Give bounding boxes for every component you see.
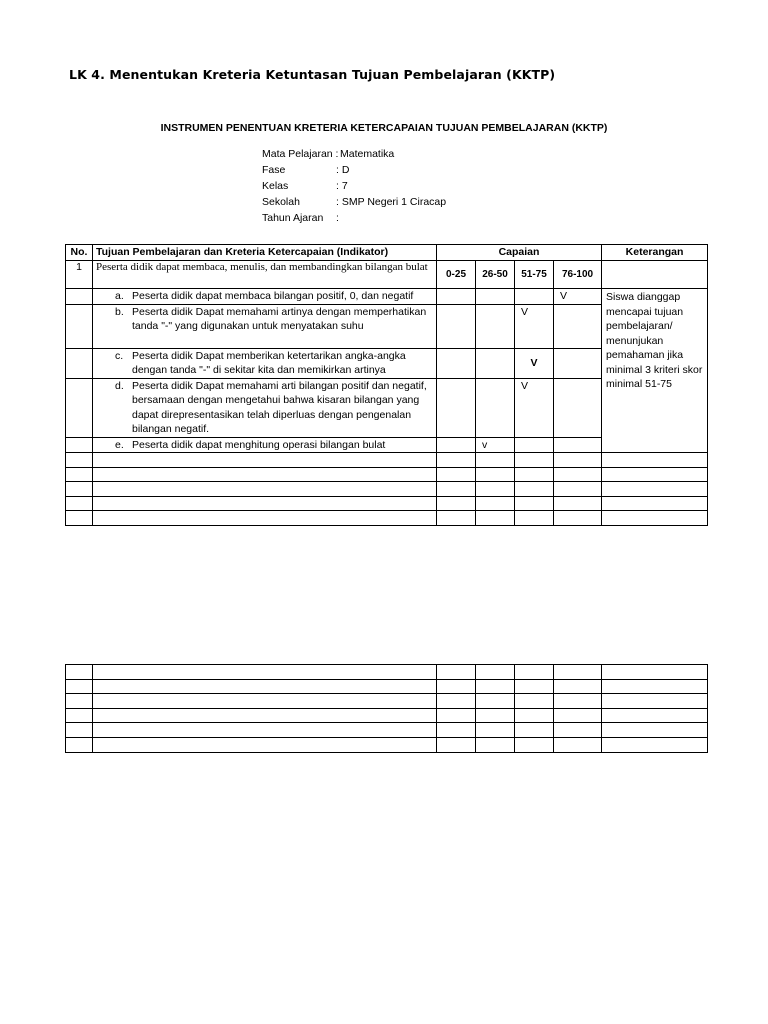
indicator-row xyxy=(66,289,708,305)
no-cell xyxy=(66,437,93,453)
meta-label: Mata Pelajaran : xyxy=(262,148,339,160)
tujuan-text: Peserta didik dapat membaca, menulis, dan membandingkan bilangan bulat xyxy=(93,261,437,289)
empty-row xyxy=(66,482,708,497)
indicator-text: Peserta didik Dapat memahami artinya dengan memperhatikan tanda "-" yang digunakan untuk menyatakan suhu xyxy=(132,305,427,332)
table-row xyxy=(66,261,708,289)
header-capaian: Capaian xyxy=(437,245,602,261)
no-cell xyxy=(66,289,93,305)
meta-value: : SMP Negeri 1 Ciracap xyxy=(336,196,447,208)
check-mark: V xyxy=(515,378,554,437)
capaian-range: 76-100 xyxy=(554,261,602,289)
header-tujuan: Tujuan Pembelajaran dan Kreteria Ketercapaian (Indikator) xyxy=(93,245,437,261)
check-mark: V xyxy=(515,348,554,378)
indicator-cell xyxy=(93,304,437,348)
header-no: No. xyxy=(66,245,93,261)
meta-label: Tahun Ajaran xyxy=(262,212,324,224)
meta-value: : D xyxy=(336,164,350,176)
empty-row xyxy=(66,511,708,526)
instrument-title: INSTRUMEN PENENTUAN KRETERIA KETERCAPAIAN TUJUAN PEMBELAJARAN (KKTP) xyxy=(160,122,608,134)
indicator-cell xyxy=(93,348,437,378)
meta-value: : 7 xyxy=(336,180,348,192)
empty-row xyxy=(66,679,708,694)
empty-row xyxy=(66,694,708,709)
indicator-cell xyxy=(93,437,437,453)
indicator-letter: e. xyxy=(115,438,124,451)
indicator-cell xyxy=(93,378,437,437)
indicator-text: Peserta didik Dapat memahami arti bilangan positif dan negatif, bersamaan dengan mengetahui bahwa kisaran bilangan yang dapat direpresentasikan telah diperluas dengan pengenalan bilangan negatif. xyxy=(132,379,427,435)
indicator-letter: a. xyxy=(115,290,124,302)
no-cell xyxy=(66,378,93,437)
check-mark: v xyxy=(476,437,515,453)
no-cell xyxy=(66,348,93,378)
keterangan-cell-empty xyxy=(602,261,708,289)
indicator-letter: b. xyxy=(115,305,124,318)
check-mark: V xyxy=(515,304,554,348)
empty-row xyxy=(66,737,708,752)
empty-row xyxy=(66,665,708,680)
capaian-range: 0-25 xyxy=(437,261,476,289)
capaian-range: 51-75 xyxy=(515,261,554,289)
empty-row xyxy=(66,723,708,738)
kktp-table xyxy=(65,244,708,526)
meta-label: Fase xyxy=(262,164,286,176)
indicator-cell xyxy=(93,289,437,305)
capaian-range: 26-50 xyxy=(476,261,515,289)
meta-value: : xyxy=(336,212,339,224)
table-header-row xyxy=(66,245,708,261)
indicator-text: Peserta didik dapat menghitung operasi bilangan bulat xyxy=(132,438,386,451)
document-title: LK 4. Menentukan Kreteria Ketuntasan Tujuan Pembelajaran (KKTP) xyxy=(69,67,556,82)
no-cell xyxy=(66,304,93,348)
keterangan-text: Siswa dianggap mencapai tujuan pembelajaran/ menunjukan pemahaman jika minimal 3 kriteri skor minimal 51-75 xyxy=(602,289,708,453)
indicator-text: Peserta didik dapat membaca bilangan positif, 0, dan negatif xyxy=(132,290,414,302)
empty-row xyxy=(66,708,708,723)
indicator-letter: c. xyxy=(115,349,124,362)
meta-label: Kelas xyxy=(262,180,289,192)
empty-row xyxy=(66,453,708,468)
meta-value: Matematika xyxy=(340,148,395,160)
row-number: 1 xyxy=(66,261,93,289)
indicator-text: Peserta didik Dapat memberikan ketertarikan angka-angka dengan tanda "-" di sekitar kita dan memikirkan artinya xyxy=(132,349,406,376)
empty-table xyxy=(65,664,708,753)
header-keterangan: Keterangan xyxy=(602,245,708,261)
empty-row xyxy=(66,496,708,511)
indicator-letter: d. xyxy=(115,379,124,392)
meta-label: Sekolah xyxy=(262,196,300,208)
empty-row xyxy=(66,467,708,482)
check-mark: V xyxy=(554,289,602,305)
